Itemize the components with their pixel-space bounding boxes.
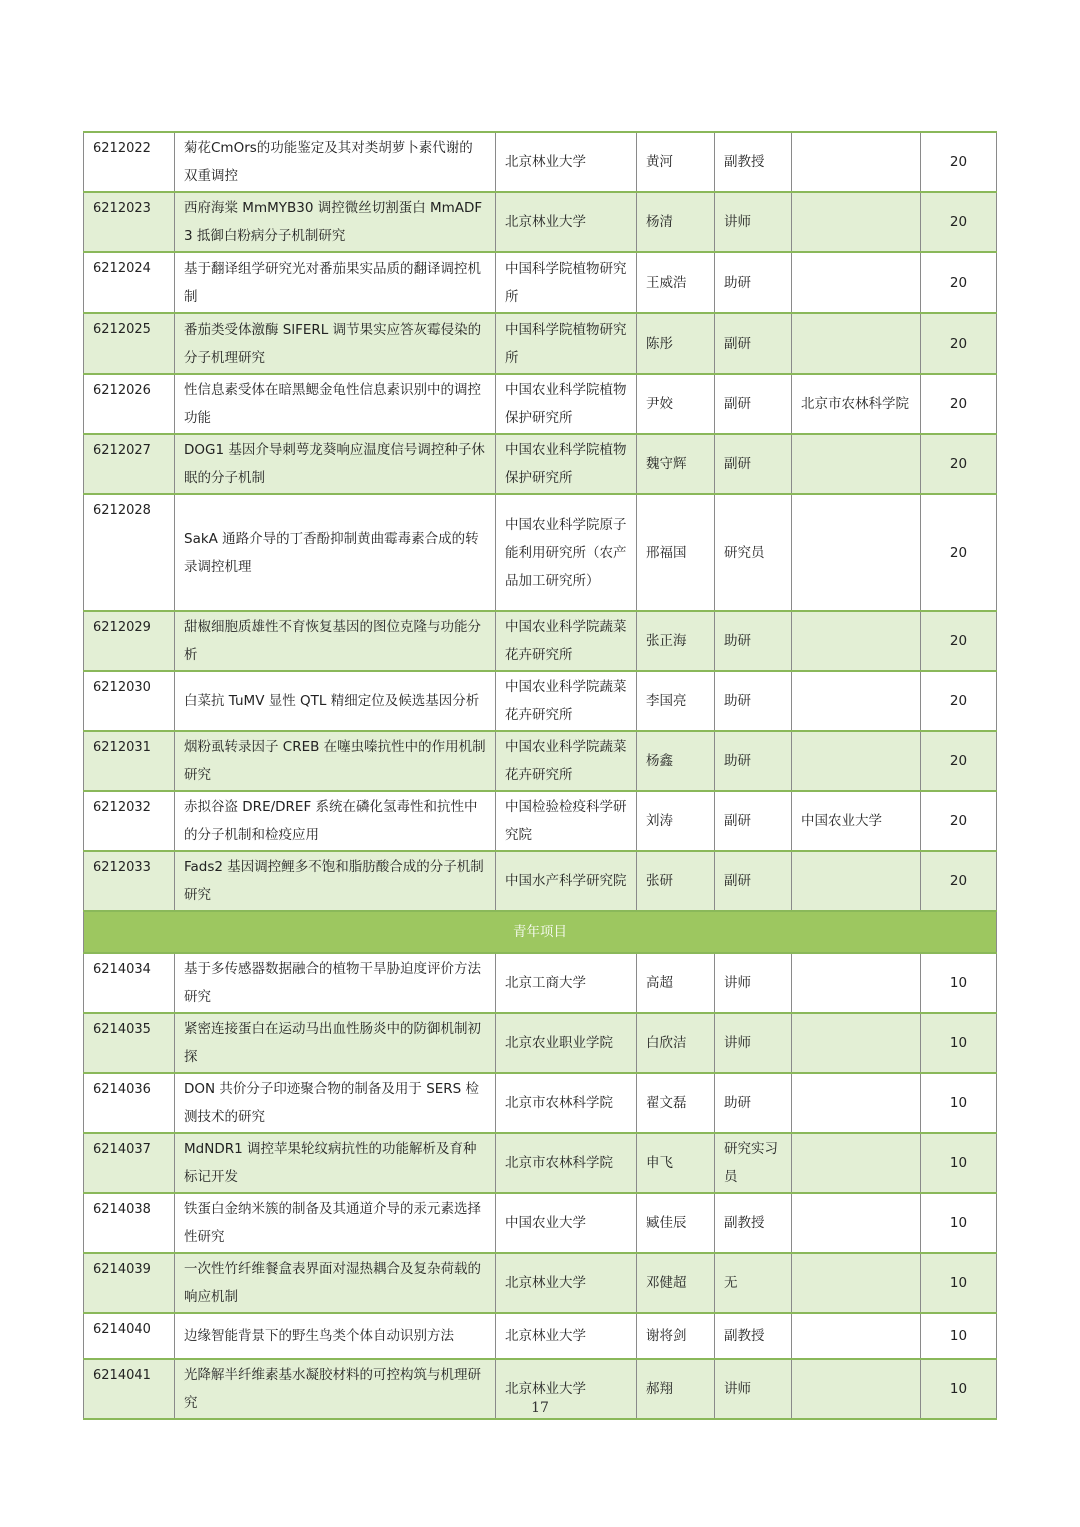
project-code: 6212028 (84, 494, 175, 611)
project-title: 光降解半纤维素基水凝胶材料的可控构筑与机理研究 (175, 1359, 496, 1419)
partner-institution (792, 731, 921, 791)
title-rank: 研究员 (715, 494, 792, 611)
title-rank: 助研 (715, 671, 792, 731)
funding: 20 (921, 494, 997, 611)
project-table (83, 131, 997, 1420)
partner-institution (792, 192, 921, 252)
project-code: 6214040 (84, 1313, 175, 1359)
funding: 20 (921, 313, 997, 374)
table-row (84, 1133, 997, 1193)
project-leader: 臧佳辰 (637, 1193, 715, 1253)
table-row (84, 192, 997, 252)
partner-institution (792, 1013, 921, 1073)
title-rank: 讲师 (715, 1013, 792, 1073)
partner-institution (792, 671, 921, 731)
title-rank: 副教授 (715, 1313, 792, 1359)
table-row (84, 953, 997, 1013)
project-leader: 邓健超 (637, 1253, 715, 1313)
institution: 北京林业大学 (496, 1359, 637, 1419)
funding: 10 (921, 1193, 997, 1253)
page-number: 17 (531, 1400, 549, 1416)
project-code: 6212024 (84, 252, 175, 313)
title-rank: 讲师 (715, 1359, 792, 1419)
project-leader: 邢福国 (637, 494, 715, 611)
institution: 北京林业大学 (496, 1253, 637, 1313)
title-rank: 副研 (715, 374, 792, 434)
project-title: DON 共价分子印迹聚合物的制备及用于 SERS 检测技术的研究 (175, 1073, 496, 1133)
project-leader: 魏守辉 (637, 434, 715, 494)
project-code: 6214034 (84, 953, 175, 1013)
institution: 中国农业科学院植物保护研究所 (496, 434, 637, 494)
project-table-body (84, 132, 997, 1419)
project-title: 菊花CmOrs的功能鉴定及其对类胡萝卜素代谢的双重调控 (175, 132, 496, 192)
title-rank: 助研 (715, 731, 792, 791)
institution: 中国检验检疫科学研究院 (496, 791, 637, 851)
project-title: 烟粉虱转录因子 CREB 在噻虫嗪抗性中的作用机制研究 (175, 731, 496, 791)
project-title: MdNDR1 调控苹果轮纹病抗性的功能解析及育种标记开发 (175, 1133, 496, 1193)
project-leader: 申飞 (637, 1133, 715, 1193)
title-rank: 无 (715, 1253, 792, 1313)
section-header-row (84, 911, 997, 953)
institution: 北京农业职业学院 (496, 1013, 637, 1073)
project-code: 6214037 (84, 1133, 175, 1193)
institution: 中国农业科学院植物保护研究所 (496, 374, 637, 434)
table-row (84, 1193, 997, 1253)
project-title: 基于翻译组学研究光对番茄果实品质的翻译调控机制 (175, 252, 496, 313)
partner-institution (792, 611, 921, 671)
institution: 中国农业科学院蔬菜花卉研究所 (496, 611, 637, 671)
partner-institution (792, 313, 921, 374)
section-title: 青年项目 (84, 911, 997, 953)
project-title: 边缘智能背景下的野生鸟类个体自动识别方法 (175, 1313, 496, 1359)
title-rank: 研究实习员 (715, 1133, 792, 1193)
funding: 10 (921, 1013, 997, 1073)
project-title: 性信息素受体在暗黑鳃金龟性信息素识别中的调控功能 (175, 374, 496, 434)
project-code: 6214039 (84, 1253, 175, 1313)
partner-institution (792, 252, 921, 313)
table-row (84, 313, 997, 374)
project-leader: 李国亮 (637, 671, 715, 731)
project-title: Fads2 基因调控鲤多不饱和脂肪酸合成的分子机制研究 (175, 851, 496, 911)
table-row (84, 1073, 997, 1133)
partner-institution (792, 1193, 921, 1253)
title-rank: 讲师 (715, 192, 792, 252)
funding: 20 (921, 434, 997, 494)
table-row (84, 494, 997, 611)
funding: 10 (921, 1073, 997, 1133)
institution: 北京市农林科学院 (496, 1073, 637, 1133)
table-row (84, 434, 997, 494)
institution: 北京市农林科学院 (496, 1133, 637, 1193)
institution: 中国科学院植物研究所 (496, 252, 637, 313)
table-row (84, 374, 997, 434)
project-code: 6212029 (84, 611, 175, 671)
project-code: 6212023 (84, 192, 175, 252)
project-leader: 张正海 (637, 611, 715, 671)
partner-institution (792, 1073, 921, 1133)
project-leader: 张研 (637, 851, 715, 911)
project-leader: 陈彤 (637, 313, 715, 374)
funding: 20 (921, 192, 997, 252)
title-rank: 副教授 (715, 1193, 792, 1253)
partner-institution (792, 1313, 921, 1359)
project-code: 6214036 (84, 1073, 175, 1133)
funding: 20 (921, 374, 997, 434)
project-leader: 黄河 (637, 132, 715, 192)
project-title: 赤拟谷盗 DRE/DREF 系统在磷化氢毒性和抗性中的分子机制和检疫应用 (175, 791, 496, 851)
institution: 中国农业科学院蔬菜花卉研究所 (496, 731, 637, 791)
title-rank: 助研 (715, 252, 792, 313)
title-rank: 助研 (715, 611, 792, 671)
institution: 中国农业科学院蔬菜花卉研究所 (496, 671, 637, 731)
project-leader: 杨清 (637, 192, 715, 252)
table-row (84, 611, 997, 671)
title-rank: 副研 (715, 791, 792, 851)
institution: 中国科学院植物研究所 (496, 313, 637, 374)
project-title: 甜椒细胞质雄性不育恢复基因的图位克隆与功能分析 (175, 611, 496, 671)
project-title: 白菜抗 TuMV 显性 QTL 精细定位及候选基因分析 (175, 671, 496, 731)
table-row (84, 132, 997, 192)
project-code: 6212032 (84, 791, 175, 851)
project-title: SakA 通路介导的丁香酚抑制黄曲霉毒素合成的转录调控机理 (175, 494, 496, 611)
partner-institution (792, 851, 921, 911)
table-row (84, 1253, 997, 1313)
project-code: 6214035 (84, 1013, 175, 1073)
project-code: 6212033 (84, 851, 175, 911)
project-leader: 刘涛 (637, 791, 715, 851)
funding: 10 (921, 1313, 997, 1359)
title-rank: 副研 (715, 851, 792, 911)
project-leader: 高超 (637, 953, 715, 1013)
project-title: 一次性竹纤维餐盒表界面对湿热耦合及复杂荷载的响应机制 (175, 1253, 496, 1313)
title-rank: 助研 (715, 1073, 792, 1133)
title-rank: 讲师 (715, 953, 792, 1013)
funding: 10 (921, 1133, 997, 1193)
institution: 北京林业大学 (496, 132, 637, 192)
institution: 北京工商大学 (496, 953, 637, 1013)
project-leader: 白欣洁 (637, 1013, 715, 1073)
project-leader: 郝翔 (637, 1359, 715, 1419)
project-code: 6212026 (84, 374, 175, 434)
project-leader: 谢将剑 (637, 1313, 715, 1359)
project-title: 西府海棠 MmMYB30 调控微丝切割蛋白 MmADF3 抵御白粉病分子机制研究 (175, 192, 496, 252)
title-rank: 副教授 (715, 132, 792, 192)
funding: 20 (921, 252, 997, 313)
project-code: 6212022 (84, 132, 175, 192)
table-row (84, 252, 997, 313)
institution: 北京林业大学 (496, 1313, 637, 1359)
funding: 20 (921, 611, 997, 671)
title-rank: 副研 (715, 313, 792, 374)
partner-institution (792, 1133, 921, 1193)
project-code: 6212027 (84, 434, 175, 494)
project-code: 6214041 (84, 1359, 175, 1419)
partner-institution (792, 1253, 921, 1313)
title-rank: 副研 (715, 434, 792, 494)
institution: 中国农业科学院原子能利用研究所（农产品加工研究所） (496, 494, 637, 611)
table-row (84, 791, 997, 851)
project-title: 番茄类受体激酶 SlFERL 调节果实应答灰霉侵染的分子机理研究 (175, 313, 496, 374)
project-leader: 王威浩 (637, 252, 715, 313)
project-title: 铁蛋白金纳米簇的制备及其通道介导的汞元素选择性研究 (175, 1193, 496, 1253)
institution: 中国农业大学 (496, 1193, 637, 1253)
table-row (84, 1013, 997, 1073)
partner-institution: 北京市农林科学院 (792, 374, 921, 434)
institution: 北京林业大学 (496, 192, 637, 252)
project-title: 紧密连接蛋白在运动马出血性肠炎中的防御机制初探 (175, 1013, 496, 1073)
table-row (84, 1313, 997, 1359)
funding: 10 (921, 1359, 997, 1419)
funding: 10 (921, 953, 997, 1013)
project-title: DOG1 基因介导刺萼龙葵响应温度信号调控种子休眠的分子机制 (175, 434, 496, 494)
funding: 20 (921, 132, 997, 192)
project-code: 6212030 (84, 671, 175, 731)
table-row (84, 671, 997, 731)
project-code: 6212031 (84, 731, 175, 791)
project-leader: 尹姣 (637, 374, 715, 434)
project-code: 6212025 (84, 313, 175, 374)
project-code: 6214038 (84, 1193, 175, 1253)
funding: 20 (921, 671, 997, 731)
funding: 20 (921, 791, 997, 851)
funding: 20 (921, 731, 997, 791)
table-row (84, 731, 997, 791)
partner-institution (792, 494, 921, 611)
project-leader: 杨鑫 (637, 731, 715, 791)
institution: 中国水产科学研究院 (496, 851, 637, 911)
funding: 20 (921, 851, 997, 911)
funding: 10 (921, 1253, 997, 1313)
table-row (84, 851, 997, 911)
project-leader: 翟文磊 (637, 1073, 715, 1133)
partner-institution (792, 953, 921, 1013)
project-title: 基于多传感器数据融合的植物干旱胁迫度评价方法研究 (175, 953, 496, 1013)
partner-institution (792, 434, 921, 494)
partner-institution (792, 132, 921, 192)
partner-institution: 中国农业大学 (792, 791, 921, 851)
